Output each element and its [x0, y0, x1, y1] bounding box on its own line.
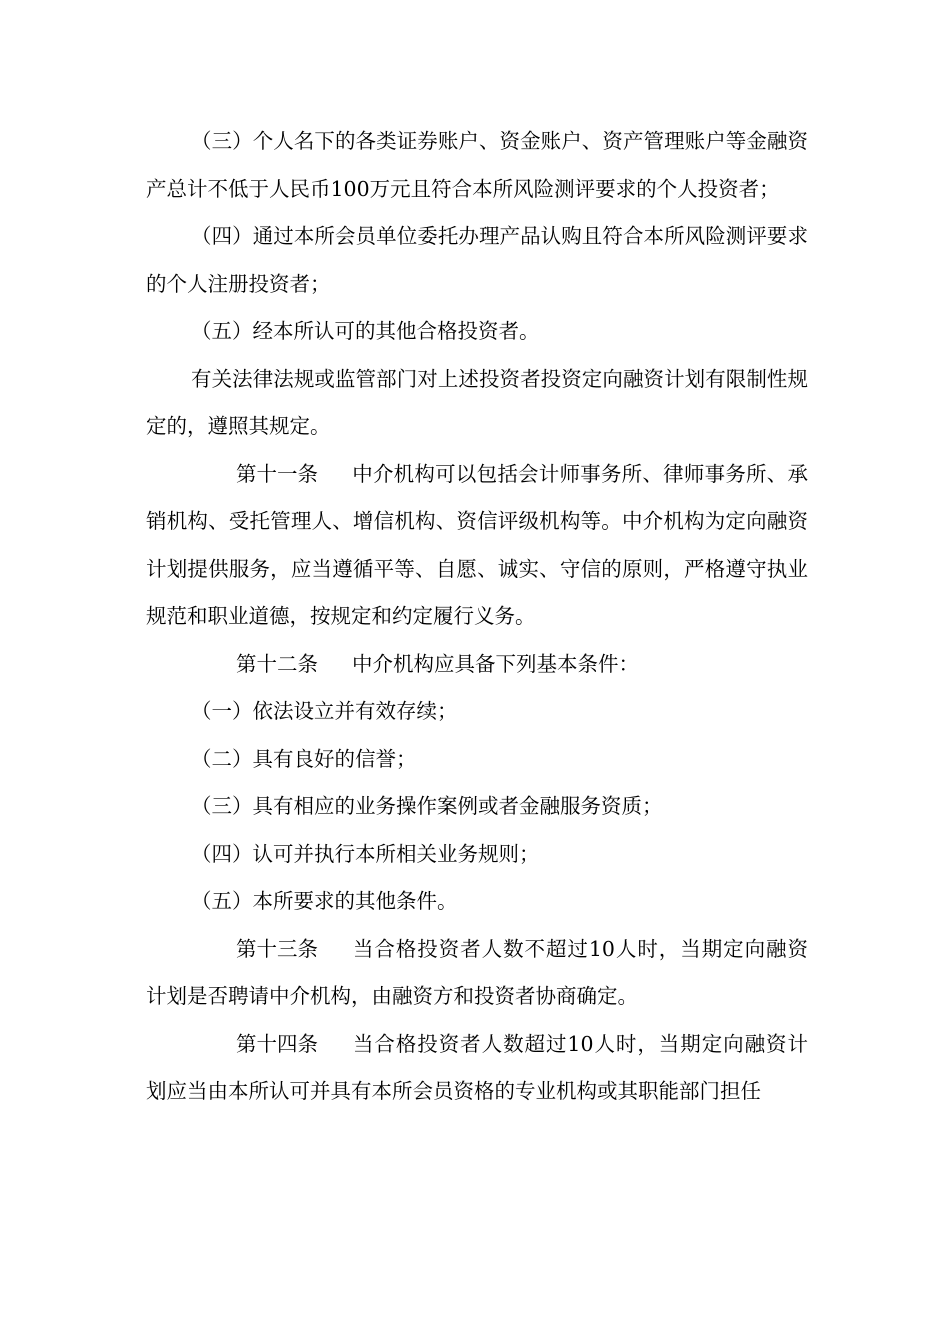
paragraph-text: （三）具有相应的业务操作案例或者金融服务资质；	[191, 794, 663, 818]
paragraph-text: （四）通过本所会员单位委托办理产品认购且符合本所风险测评要求的个人注册投资者；	[146, 224, 808, 296]
article-text: 当合格投资者人数不超过10人时，当期定向融资计划是否聘请中介机构，由融资方和投资者协商确定。	[146, 936, 808, 1008]
article-13	[146, 926, 808, 1021]
paragraph-item-4-member-subscription	[146, 213, 808, 308]
paragraph-restriction-note	[146, 356, 808, 451]
paragraph-text: 有关法律法规或监管部门对上述投资者投资定向融资计划有限制性规定的，遵照其规定。	[146, 366, 808, 438]
article-11	[146, 451, 808, 641]
article-number: 第十一条	[236, 461, 318, 486]
paragraph-text: （五）本所要求的其他条件。	[191, 889, 458, 913]
condition-item-4	[146, 831, 808, 879]
article-12	[146, 641, 808, 689]
article-number: 第十四条	[236, 1031, 318, 1056]
article-text: 中介机构可以包括会计师事务所、律师事务所、承销机构、受托管理人、增信机构、资信评级机构等。中介机构为定向融资计划提供服务，应当遵循平等、自愿、诚实、守信的原则，严格遵守执业规范和职业道德，按规定和约定履行义务。	[146, 461, 808, 628]
article-number: 第十三条	[236, 936, 318, 961]
paragraph-text: （三）个人名下的各类证券账户、资金账户、资产管理账户等金融资产总计不低于人民币100万元且符合本所风险测评要求的个人投资者；	[146, 129, 808, 201]
paragraph-item-3-assets	[146, 118, 808, 213]
article-text: 中介机构应具备下列基本条件：	[352, 651, 639, 676]
article-14	[146, 1021, 808, 1116]
condition-item-5	[146, 878, 808, 926]
paragraph-text: （二）具有良好的信誉；	[191, 746, 417, 771]
paragraph-text: （一）依法设立并有效存续；	[191, 699, 458, 723]
paragraph-text: （四）认可并执行本所相关业务规则；	[191, 841, 540, 866]
condition-item-1	[146, 688, 808, 736]
condition-item-3	[146, 783, 808, 831]
paragraph-text: （五）经本所认可的其他合格投资者。	[191, 319, 540, 343]
document-page	[146, 118, 808, 1116]
paragraph-item-5-other-investors	[146, 308, 808, 356]
condition-item-2	[146, 736, 808, 784]
article-text: 当合格投资者人数超过10人时，当期定向融资计划应当由本所认可并具有本所会员资格的专业机构或其职能部门担任	[146, 1031, 808, 1103]
article-number: 第十二条	[236, 651, 318, 676]
